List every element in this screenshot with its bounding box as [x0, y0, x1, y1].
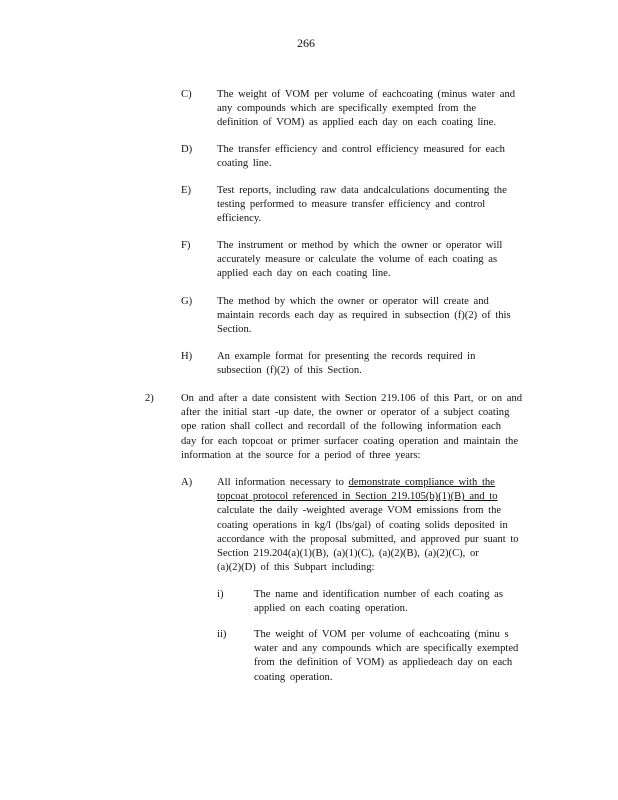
paragraph-label: 2)	[145, 393, 154, 404]
item-text: The name and identification number of each coating as applied on each coating operation.	[254, 589, 503, 615]
list-item-g	[181, 295, 541, 339]
item-text-plain: All information necessary to	[217, 477, 349, 488]
item-text-rest: calculate the daily -weighted average VOM emissions from the coating operations in kg/l (lbs/gal) of coating solids deposited in accordance with the proposal submitted, and approved pur suant to Section 219.204(a)(1)(B), (a)(1)(C), (a)(2)(B), (a)(2)(C), or (a)(2)(D) of this Subpart including:	[217, 505, 519, 574]
paragraph-2	[145, 392, 545, 464]
underlined-text: demonstrate compliance with the	[348, 477, 495, 488]
roman-item-ii	[217, 628, 542, 688]
list-item-c	[181, 88, 541, 132]
item-label: F)	[181, 240, 191, 251]
roman-item-i	[217, 588, 542, 618]
page-number: 266	[297, 36, 315, 50]
item-label: H)	[181, 351, 193, 362]
item-label: E)	[181, 185, 191, 196]
item-text: The method by which the owner or operator will create and maintain records each day as required in subsection (f)(2) of this Section.	[217, 296, 511, 336]
item-label: G)	[181, 296, 193, 307]
item-label: ii)	[217, 629, 227, 640]
item-text: The weight of VOM per volume of eachcoating (minu s water and any compounds which are specifically exempted from the definition of VOM) as appliedeach day on each coating operation.	[254, 629, 519, 683]
list-item-h	[181, 350, 541, 380]
item-label: A)	[181, 477, 193, 488]
item-text: The instrument or method by which the owner or operator will accurately measure or calculate the volume of each coating as applied each day on each coating line.	[217, 240, 503, 280]
item-label: D)	[181, 144, 193, 155]
item-text: An example format for presenting the records required in subsection (f)(2) of this Section.	[217, 351, 476, 377]
item-label: i)	[217, 589, 224, 600]
item-label: C)	[181, 89, 192, 100]
list-item-e	[181, 184, 541, 228]
list-item-a	[181, 476, 541, 576]
item-text: The weight of VOM per volume of eachcoating (minus water and any compounds which are specifically exempted from the definition of VOM) as applied each day on each coating line.	[217, 89, 516, 129]
item-text	[217, 476, 537, 575]
paragraph-text: On and after a date consistent with Section 219.106 of this Part, or on and after the initial start -up date, the owner or operator of a subject coating ope ration shall collect and recordall of the following information each day for each topcoat or primer surfacer coating operation and maintain the information at the source for a period of three years:	[181, 393, 523, 461]
list-item-f	[181, 239, 541, 283]
underlined-text: topcoat protocol referenced in Section 219.105(b)(1)(B) and to	[217, 491, 498, 503]
item-text: Test reports, including raw data andcalculations documenting the testing performed to measure transfer efficiency and control efficiency.	[217, 185, 507, 225]
item-text-line-1	[217, 476, 537, 490]
item-text-line-2	[217, 490, 537, 504]
list-item-d	[181, 143, 541, 173]
item-text: The transfer efficiency and control efficiency measured for each coating line.	[217, 144, 505, 170]
